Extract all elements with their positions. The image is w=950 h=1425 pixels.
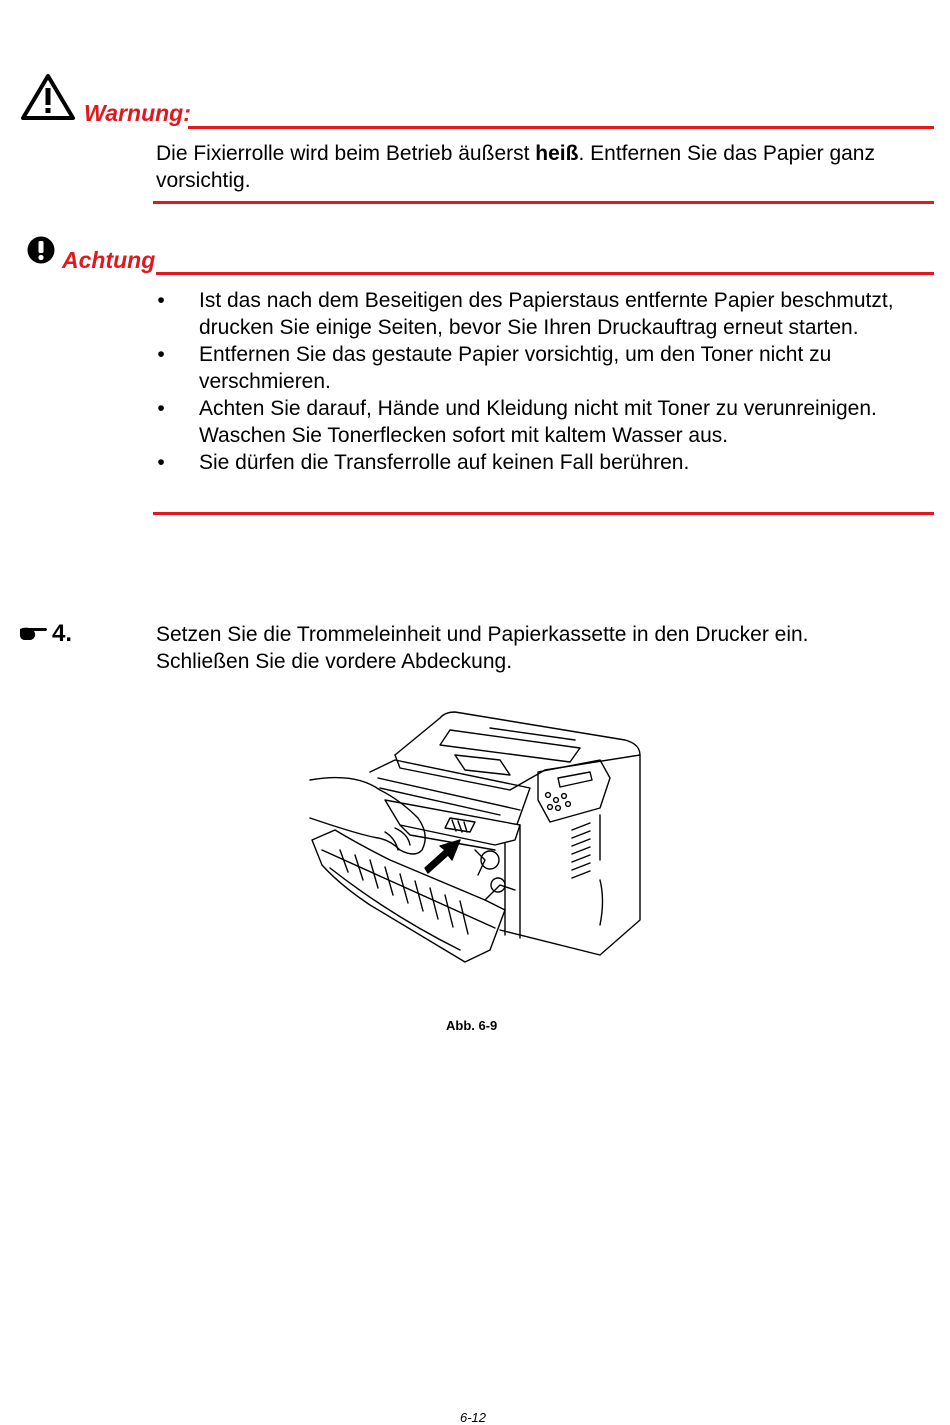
pointing-hand-icon [18, 623, 48, 643]
bullet-dot: • [157, 289, 165, 312]
warning-heading: Warnung: [84, 100, 191, 126]
figure-caption: Abb. 6-9 [446, 1018, 498, 1033]
bullet-dot: • [157, 451, 165, 474]
bullet-dot: • [157, 343, 165, 366]
step-text: Setzen Sie die Trommeleinheit und Papierkassette in den Drucker ein. Schließen Sie die vordere Abdeckung. [156, 623, 809, 673]
warning-text [156, 140, 916, 194]
caution-list [154, 287, 929, 476]
list-item-text: Entfernen Sie das gestaute Papier vorsichtig, um den Toner nicht zu verschmieren. [199, 343, 832, 393]
list-item [154, 287, 929, 341]
printer-illustration [300, 700, 650, 970]
warning-text-part2: . Entfernen Sie das Papier ganz vorsichtig. [156, 142, 875, 192]
warning-text-bold: heiß [535, 142, 579, 165]
caution-heading: Achtung [62, 247, 156, 273]
list-item [154, 449, 929, 476]
warning-bottom-rule [153, 201, 934, 204]
exclamation-circle-icon [26, 235, 56, 265]
step-number: 4. [52, 620, 73, 647]
list-item-text: Sie dürfen die Transferrolle auf keinen Fall berühren. [199, 451, 690, 474]
list-item [154, 395, 929, 449]
warning-top-rule [188, 126, 934, 129]
bullet-dot: • [157, 397, 165, 420]
caution-bottom-rule [153, 512, 934, 515]
list-item-text: Achten Sie darauf, Hände und Kleidung nicht mit Toner zu verunreinigen. Waschen Sie Tonerflecken sofort mit kaltem Wasser aus. [199, 397, 877, 447]
list-item [154, 341, 929, 395]
list-item-text: Ist das nach dem Beseitigen des Papierstaus entfernte Papier beschmutzt, drucken Sie einige Seiten, bevor Sie Ihren Druckauftrag erneut starten. [199, 289, 894, 339]
page-number: 6-12 [460, 1410, 487, 1425]
caution-top-rule [156, 272, 934, 275]
warning-text-part1: Die Fixierrolle wird beim Betrieb äußerst [156, 142, 536, 165]
warning-triangle-icon [20, 73, 76, 121]
